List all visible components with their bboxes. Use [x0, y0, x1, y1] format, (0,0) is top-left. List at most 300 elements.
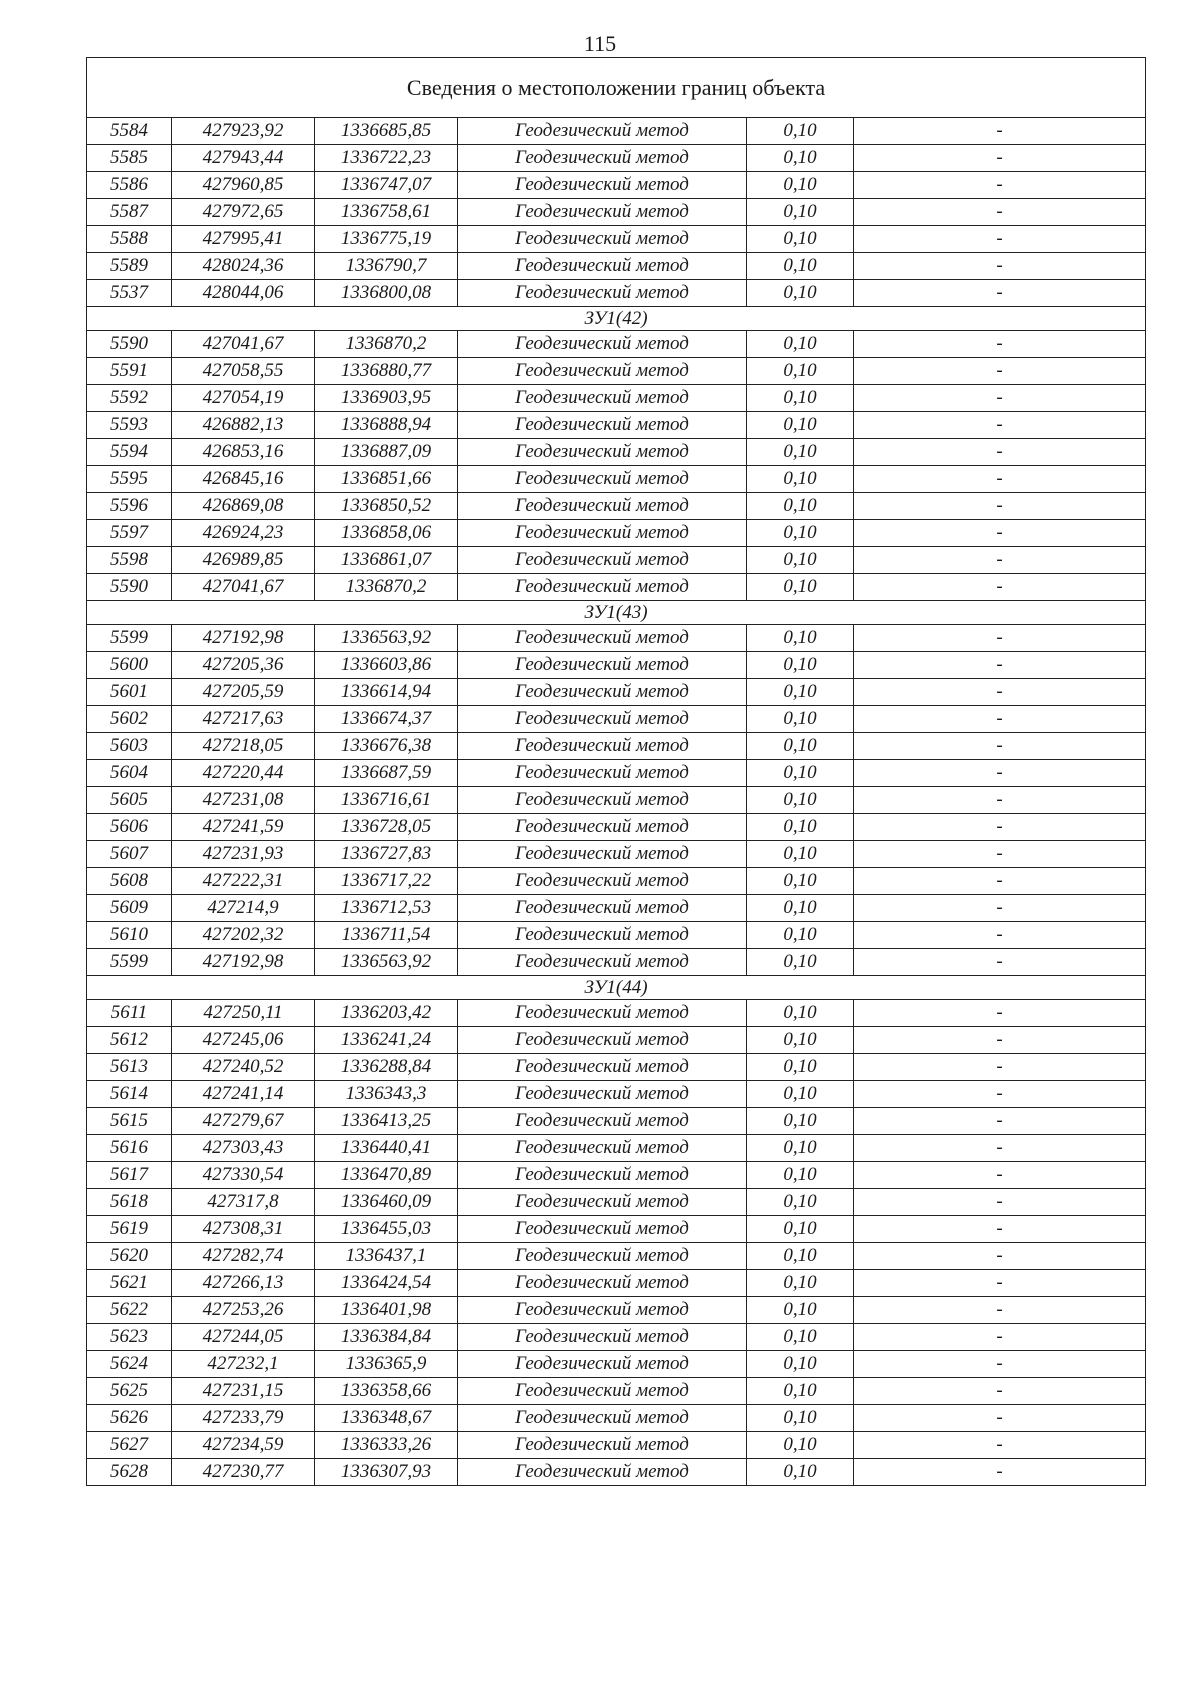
table-row [87, 466, 1146, 493]
x-coordinate-cell: 427222,31 [172, 868, 315, 895]
point-number-cell: 5606 [87, 814, 172, 841]
description-cell: - [854, 1216, 1146, 1243]
table-row [87, 1297, 1146, 1324]
x-coordinate-cell: 428024,36 [172, 253, 315, 280]
point-number-cell: 5607 [87, 841, 172, 868]
y-coordinate-cell: 1336861,07 [315, 547, 458, 574]
accuracy-cell: 0,10 [747, 358, 854, 385]
table-row [87, 949, 1146, 976]
x-coordinate-cell: 427054,19 [172, 385, 315, 412]
point-number-cell: 5609 [87, 895, 172, 922]
method-cell: Геодезический метод [458, 1432, 747, 1459]
y-coordinate-cell: 1336563,92 [315, 625, 458, 652]
method-cell: Геодезический метод [458, 841, 747, 868]
x-coordinate-cell: 427041,67 [172, 331, 315, 358]
y-coordinate-cell: 1336203,42 [315, 1000, 458, 1027]
description-cell: - [854, 547, 1146, 574]
y-coordinate-cell: 1336685,85 [315, 118, 458, 145]
point-number-cell: 5599 [87, 625, 172, 652]
method-cell: Геодезический метод [458, 172, 747, 199]
accuracy-cell: 0,10 [747, 1162, 854, 1189]
point-number-cell: 5595 [87, 466, 172, 493]
accuracy-cell: 0,10 [747, 280, 854, 307]
x-coordinate-cell: 427205,59 [172, 679, 315, 706]
x-coordinate-cell: 427995,41 [172, 226, 315, 253]
table-row [87, 520, 1146, 547]
method-cell: Геодезический метод [458, 226, 747, 253]
section-label: ЗУ1(44) [87, 976, 1146, 1000]
accuracy-cell: 0,10 [747, 1324, 854, 1351]
x-coordinate-cell: 427266,13 [172, 1270, 315, 1297]
x-coordinate-cell: 427192,98 [172, 625, 315, 652]
y-coordinate-cell: 1336775,19 [315, 226, 458, 253]
point-number-cell: 5625 [87, 1378, 172, 1405]
accuracy-cell: 0,10 [747, 733, 854, 760]
point-number-cell: 5601 [87, 679, 172, 706]
point-number-cell: 5613 [87, 1054, 172, 1081]
y-coordinate-cell: 1336747,07 [315, 172, 458, 199]
method-cell: Геодезический метод [458, 118, 747, 145]
description-cell: - [854, 1378, 1146, 1405]
point-number-cell: 5612 [87, 1027, 172, 1054]
accuracy-cell: 0,10 [747, 1081, 854, 1108]
table-row [87, 1270, 1146, 1297]
description-cell: - [854, 253, 1146, 280]
table-row [87, 412, 1146, 439]
x-coordinate-cell: 427250,11 [172, 1000, 315, 1027]
y-coordinate-cell: 1336307,93 [315, 1459, 458, 1486]
method-cell: Геодезический метод [458, 412, 747, 439]
accuracy-cell: 0,10 [747, 1351, 854, 1378]
description-cell: - [854, 895, 1146, 922]
y-coordinate-cell: 1336727,83 [315, 841, 458, 868]
method-cell: Геодезический метод [458, 706, 747, 733]
point-number-cell: 5615 [87, 1108, 172, 1135]
method-cell: Геодезический метод [458, 280, 747, 307]
point-number-cell: 5602 [87, 706, 172, 733]
x-coordinate-cell: 427244,05 [172, 1324, 315, 1351]
table-row [87, 439, 1146, 466]
method-cell: Геодезический метод [458, 1378, 747, 1405]
description-cell: - [854, 706, 1146, 733]
table-row [87, 1081, 1146, 1108]
y-coordinate-cell: 1336563,92 [315, 949, 458, 976]
table-row [87, 1189, 1146, 1216]
y-coordinate-cell: 1336800,08 [315, 280, 458, 307]
description-cell: - [854, 841, 1146, 868]
accuracy-cell: 0,10 [747, 226, 854, 253]
accuracy-cell: 0,10 [747, 787, 854, 814]
method-cell: Геодезический метод [458, 787, 747, 814]
x-coordinate-cell: 427232,1 [172, 1351, 315, 1378]
description-cell: - [854, 652, 1146, 679]
table-row [87, 1405, 1146, 1432]
y-coordinate-cell: 1336343,3 [315, 1081, 458, 1108]
section-row [87, 601, 1146, 625]
table-row [87, 280, 1146, 307]
description-cell: - [854, 493, 1146, 520]
description-cell: - [854, 1297, 1146, 1324]
y-coordinate-cell: 1336603,86 [315, 652, 458, 679]
table-row [87, 1351, 1146, 1378]
table-row [87, 706, 1146, 733]
x-coordinate-cell: 427041,67 [172, 574, 315, 601]
accuracy-cell: 0,10 [747, 814, 854, 841]
y-coordinate-cell: 1336241,24 [315, 1027, 458, 1054]
point-number-cell: 5596 [87, 493, 172, 520]
accuracy-cell: 0,10 [747, 922, 854, 949]
method-cell: Геодезический метод [458, 1324, 747, 1351]
accuracy-cell: 0,10 [747, 1378, 854, 1405]
y-coordinate-cell: 1336903,95 [315, 385, 458, 412]
table-row [87, 1027, 1146, 1054]
table-row [87, 1054, 1146, 1081]
method-cell: Геодезический метод [458, 814, 747, 841]
table-row [87, 226, 1146, 253]
table-row [87, 814, 1146, 841]
x-coordinate-cell: 427923,92 [172, 118, 315, 145]
accuracy-cell: 0,10 [747, 1243, 854, 1270]
x-coordinate-cell: 427217,63 [172, 706, 315, 733]
accuracy-cell: 0,10 [747, 520, 854, 547]
y-coordinate-cell: 1336455,03 [315, 1216, 458, 1243]
description-cell: - [854, 1027, 1146, 1054]
y-coordinate-cell: 1336470,89 [315, 1162, 458, 1189]
y-coordinate-cell: 1336437,1 [315, 1243, 458, 1270]
x-coordinate-cell: 427972,65 [172, 199, 315, 226]
table-row [87, 574, 1146, 601]
accuracy-cell: 0,10 [747, 439, 854, 466]
description-cell: - [854, 625, 1146, 652]
accuracy-cell: 0,10 [747, 1270, 854, 1297]
x-coordinate-cell: 427308,31 [172, 1216, 315, 1243]
point-number-cell: 5619 [87, 1216, 172, 1243]
method-cell: Геодезический метод [458, 574, 747, 601]
y-coordinate-cell: 1336674,37 [315, 706, 458, 733]
table-row [87, 385, 1146, 412]
method-cell: Геодезический метод [458, 625, 747, 652]
y-coordinate-cell: 1336711,54 [315, 922, 458, 949]
description-cell: - [854, 1432, 1146, 1459]
section-label: ЗУ1(43) [87, 601, 1146, 625]
section-label: ЗУ1(42) [87, 307, 1146, 331]
table-row [87, 760, 1146, 787]
table-row [87, 652, 1146, 679]
section-row [87, 976, 1146, 1000]
method-cell: Геодезический метод [458, 385, 747, 412]
point-number-cell: 5621 [87, 1270, 172, 1297]
description-cell: - [854, 1162, 1146, 1189]
method-cell: Геодезический метод [458, 895, 747, 922]
table-row [87, 1000, 1146, 1027]
method-cell: Геодезический метод [458, 493, 747, 520]
x-coordinate-cell: 427205,36 [172, 652, 315, 679]
method-cell: Геодезический метод [458, 1135, 747, 1162]
x-coordinate-cell: 427330,54 [172, 1162, 315, 1189]
description-cell: - [854, 1270, 1146, 1297]
method-cell: Геодезический метод [458, 679, 747, 706]
y-coordinate-cell: 1336348,67 [315, 1405, 458, 1432]
description-cell: - [854, 331, 1146, 358]
y-coordinate-cell: 1336424,54 [315, 1270, 458, 1297]
point-number-cell: 5623 [87, 1324, 172, 1351]
table-row [87, 172, 1146, 199]
method-cell: Геодезический метод [458, 949, 747, 976]
method-cell: Геодезический метод [458, 733, 747, 760]
point-number-cell: 5608 [87, 868, 172, 895]
accuracy-cell: 0,10 [747, 652, 854, 679]
table-row [87, 841, 1146, 868]
y-coordinate-cell: 1336288,84 [315, 1054, 458, 1081]
point-number-cell: 5537 [87, 280, 172, 307]
description-cell: - [854, 520, 1146, 547]
description-cell: - [854, 1108, 1146, 1135]
table-row [87, 331, 1146, 358]
table-row [87, 1162, 1146, 1189]
x-coordinate-cell: 427231,93 [172, 841, 315, 868]
x-coordinate-cell: 427234,59 [172, 1432, 315, 1459]
x-coordinate-cell: 427192,98 [172, 949, 315, 976]
description-cell: - [854, 385, 1146, 412]
accuracy-cell: 0,10 [747, 466, 854, 493]
point-number-cell: 5584 [87, 118, 172, 145]
y-coordinate-cell: 1336712,53 [315, 895, 458, 922]
y-coordinate-cell: 1336888,94 [315, 412, 458, 439]
description-cell: - [854, 922, 1146, 949]
description-cell: - [854, 679, 1146, 706]
x-coordinate-cell: 427214,9 [172, 895, 315, 922]
accuracy-cell: 0,10 [747, 868, 854, 895]
point-number-cell: 5610 [87, 922, 172, 949]
description-cell: - [854, 118, 1146, 145]
y-coordinate-cell: 1336850,52 [315, 493, 458, 520]
table-row [87, 868, 1146, 895]
x-coordinate-cell: 427279,67 [172, 1108, 315, 1135]
description-cell: - [854, 574, 1146, 601]
description-cell: - [854, 466, 1146, 493]
description-cell: - [854, 439, 1146, 466]
x-coordinate-cell: 427218,05 [172, 733, 315, 760]
table-row [87, 1243, 1146, 1270]
method-cell: Геодезический метод [458, 1162, 747, 1189]
description-cell: - [854, 145, 1146, 172]
point-number-cell: 5594 [87, 439, 172, 466]
accuracy-cell: 0,10 [747, 1108, 854, 1135]
point-number-cell: 5585 [87, 145, 172, 172]
point-number-cell: 5590 [87, 331, 172, 358]
point-number-cell: 5588 [87, 226, 172, 253]
accuracy-cell: 0,10 [747, 331, 854, 358]
method-cell: Геодезический метод [458, 358, 747, 385]
point-number-cell: 5620 [87, 1243, 172, 1270]
accuracy-cell: 0,10 [747, 625, 854, 652]
x-coordinate-cell: 427230,77 [172, 1459, 315, 1486]
table-row [87, 787, 1146, 814]
point-number-cell: 5605 [87, 787, 172, 814]
x-coordinate-cell: 427241,59 [172, 814, 315, 841]
accuracy-cell: 0,10 [747, 1432, 854, 1459]
x-coordinate-cell: 427253,26 [172, 1297, 315, 1324]
x-coordinate-cell: 427317,8 [172, 1189, 315, 1216]
table-body [87, 58, 1146, 1486]
point-number-cell: 5589 [87, 253, 172, 280]
point-number-cell: 5628 [87, 1459, 172, 1486]
y-coordinate-cell: 1336728,05 [315, 814, 458, 841]
y-coordinate-cell: 1336790,7 [315, 253, 458, 280]
y-coordinate-cell: 1336413,25 [315, 1108, 458, 1135]
y-coordinate-cell: 1336716,61 [315, 787, 458, 814]
x-coordinate-cell: 427202,32 [172, 922, 315, 949]
point-number-cell: 5586 [87, 172, 172, 199]
x-coordinate-cell: 428044,06 [172, 280, 315, 307]
table-row [87, 547, 1146, 574]
x-coordinate-cell: 427233,79 [172, 1405, 315, 1432]
x-coordinate-cell: 426853,16 [172, 439, 315, 466]
description-cell: - [854, 358, 1146, 385]
method-cell: Геодезический метод [458, 145, 747, 172]
y-coordinate-cell: 1336358,66 [315, 1378, 458, 1405]
method-cell: Геодезический метод [458, 1000, 747, 1027]
y-coordinate-cell: 1336687,59 [315, 760, 458, 787]
method-cell: Геодезический метод [458, 922, 747, 949]
x-coordinate-cell: 427241,14 [172, 1081, 315, 1108]
table-row [87, 895, 1146, 922]
description-cell: - [854, 1189, 1146, 1216]
point-number-cell: 5611 [87, 1000, 172, 1027]
point-number-cell: 5598 [87, 547, 172, 574]
y-coordinate-cell: 1336384,84 [315, 1324, 458, 1351]
method-cell: Геодезический метод [458, 760, 747, 787]
section-row [87, 307, 1146, 331]
accuracy-cell: 0,10 [747, 145, 854, 172]
table-row [87, 1324, 1146, 1351]
accuracy-cell: 0,10 [747, 1459, 854, 1486]
method-cell: Геодезический метод [458, 1054, 747, 1081]
point-number-cell: 5614 [87, 1081, 172, 1108]
method-cell: Геодезический метод [458, 1243, 747, 1270]
y-coordinate-cell: 1336870,2 [315, 331, 458, 358]
description-cell: - [854, 1243, 1146, 1270]
method-cell: Геодезический метод [458, 1459, 747, 1486]
y-coordinate-cell: 1336758,61 [315, 199, 458, 226]
point-number-cell: 5626 [87, 1405, 172, 1432]
x-coordinate-cell: 426869,08 [172, 493, 315, 520]
y-coordinate-cell: 1336722,23 [315, 145, 458, 172]
table-row [87, 733, 1146, 760]
accuracy-cell: 0,10 [747, 1405, 854, 1432]
accuracy-cell: 0,10 [747, 172, 854, 199]
accuracy-cell: 0,10 [747, 841, 854, 868]
y-coordinate-cell: 1336858,06 [315, 520, 458, 547]
method-cell: Геодезический метод [458, 1351, 747, 1378]
x-coordinate-cell: 426924,23 [172, 520, 315, 547]
y-coordinate-cell: 1336676,38 [315, 733, 458, 760]
table-row [87, 1378, 1146, 1405]
x-coordinate-cell: 427303,43 [172, 1135, 315, 1162]
accuracy-cell: 0,10 [747, 949, 854, 976]
y-coordinate-cell: 1336717,22 [315, 868, 458, 895]
description-cell: - [854, 1405, 1146, 1432]
y-coordinate-cell: 1336851,66 [315, 466, 458, 493]
table-row [87, 199, 1146, 226]
method-cell: Геодезический метод [458, 1297, 747, 1324]
method-cell: Геодезический метод [458, 1405, 747, 1432]
method-cell: Геодезический метод [458, 253, 747, 280]
accuracy-cell: 0,10 [747, 706, 854, 733]
y-coordinate-cell: 1336880,77 [315, 358, 458, 385]
method-cell: Геодезический метод [458, 1027, 747, 1054]
description-cell: - [854, 1459, 1146, 1486]
y-coordinate-cell: 1336614,94 [315, 679, 458, 706]
table-row [87, 679, 1146, 706]
method-cell: Геодезический метод [458, 1270, 747, 1297]
table-row [87, 1432, 1146, 1459]
y-coordinate-cell: 1336870,2 [315, 574, 458, 601]
description-cell: - [854, 1351, 1146, 1378]
y-coordinate-cell: 1336401,98 [315, 1297, 458, 1324]
accuracy-cell: 0,10 [747, 679, 854, 706]
method-cell: Геодезический метод [458, 331, 747, 358]
table-row [87, 493, 1146, 520]
x-coordinate-cell: 427240,52 [172, 1054, 315, 1081]
table-row [87, 625, 1146, 652]
accuracy-cell: 0,10 [747, 118, 854, 145]
description-cell: - [854, 280, 1146, 307]
accuracy-cell: 0,10 [747, 385, 854, 412]
point-number-cell: 5603 [87, 733, 172, 760]
accuracy-cell: 0,10 [747, 574, 854, 601]
x-coordinate-cell: 427960,85 [172, 172, 315, 199]
boundary-coordinates-table [86, 57, 1146, 1486]
x-coordinate-cell: 426989,85 [172, 547, 315, 574]
method-cell: Геодезический метод [458, 520, 747, 547]
accuracy-cell: 0,10 [747, 760, 854, 787]
description-cell: - [854, 868, 1146, 895]
accuracy-cell: 0,10 [747, 1297, 854, 1324]
description-cell: - [854, 412, 1146, 439]
point-number-cell: 5618 [87, 1189, 172, 1216]
description-cell: - [854, 226, 1146, 253]
description-cell: - [854, 787, 1146, 814]
table-row [87, 358, 1146, 385]
accuracy-cell: 0,10 [747, 253, 854, 280]
point-number-cell: 5593 [87, 412, 172, 439]
accuracy-cell: 0,10 [747, 895, 854, 922]
table-row [87, 118, 1146, 145]
point-number-cell: 5627 [87, 1432, 172, 1459]
description-cell: - [854, 1054, 1146, 1081]
accuracy-cell: 0,10 [747, 493, 854, 520]
y-coordinate-cell: 1336460,09 [315, 1189, 458, 1216]
accuracy-cell: 0,10 [747, 1189, 854, 1216]
accuracy-cell: 0,10 [747, 1027, 854, 1054]
accuracy-cell: 0,10 [747, 412, 854, 439]
y-coordinate-cell: 1336440,41 [315, 1135, 458, 1162]
description-cell: - [854, 1000, 1146, 1027]
table-row [87, 1108, 1146, 1135]
description-cell: - [854, 1324, 1146, 1351]
x-coordinate-cell: 427245,06 [172, 1027, 315, 1054]
x-coordinate-cell: 427231,15 [172, 1378, 315, 1405]
accuracy-cell: 0,10 [747, 1054, 854, 1081]
table-row [87, 145, 1146, 172]
description-cell: - [854, 1081, 1146, 1108]
point-number-cell: 5590 [87, 574, 172, 601]
accuracy-cell: 0,10 [747, 547, 854, 574]
accuracy-cell: 0,10 [747, 1216, 854, 1243]
x-coordinate-cell: 427282,74 [172, 1243, 315, 1270]
method-cell: Геодезический метод [458, 1216, 747, 1243]
